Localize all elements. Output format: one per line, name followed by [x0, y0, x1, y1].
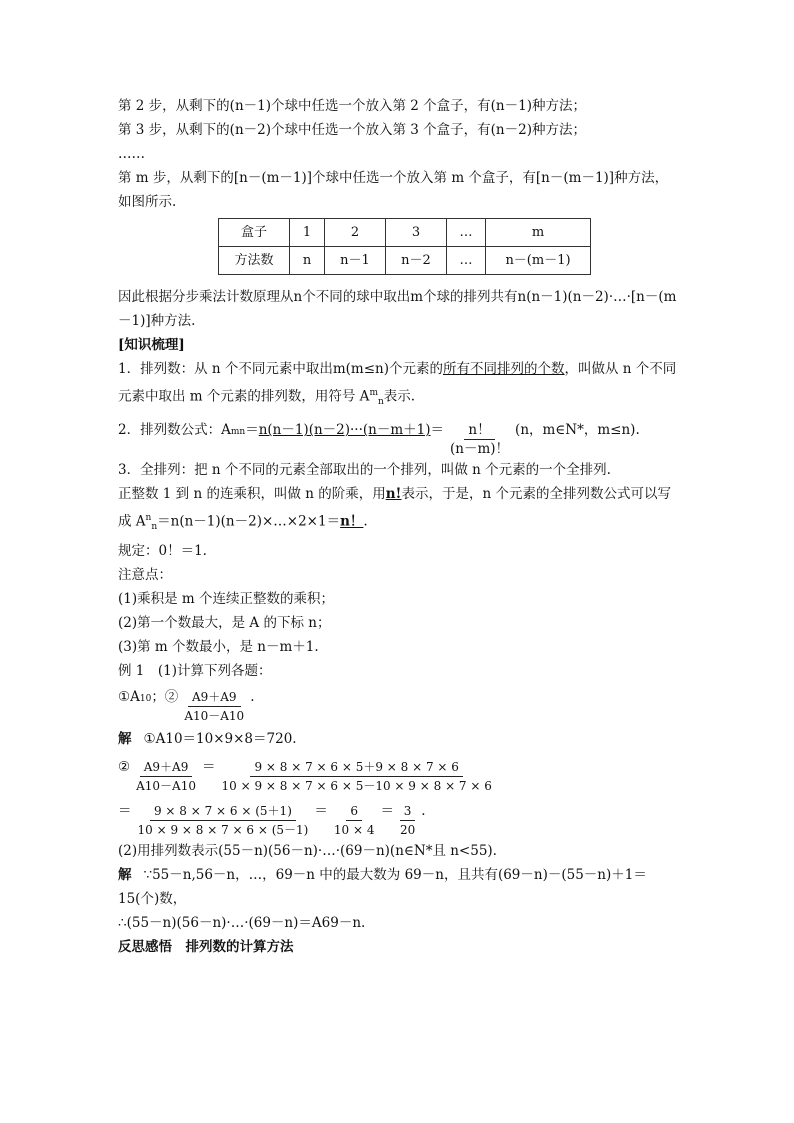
rule-text: 规定：0！＝1. — [118, 543, 207, 560]
table-cell: n－1 — [325, 247, 386, 275]
example-title: 例 1 (1)计算下列各题： — [118, 663, 272, 680]
text-span: ＝n(n－1)(n－2)×…×2×1＝ — [157, 513, 341, 530]
reflection-heading: 反思感悟 排列数的计算方法 — [118, 939, 294, 956]
solution-fraction: $\frac{A9+A9}{A10-A10}$ — [136, 760, 196, 794]
note-title: 注意点： — [118, 567, 172, 584]
text-span: 正整数 1 到 n 的连乘积，叫做 n 的阶乘，用 — [118, 486, 386, 503]
solution-fraction: $\frac{6}{10 \times 4}$ — [333, 804, 375, 838]
table-cell: m — [486, 219, 591, 247]
knowledge-heading: [知识梳理] — [118, 337, 185, 353]
text-span: ＝ — [314, 803, 328, 820]
text-span: ；② — [151, 689, 179, 706]
text-span: ＝ — [430, 422, 445, 439]
table-cell: 盒子 — [219, 219, 290, 247]
text-span: ＝ — [380, 803, 394, 820]
table-cell: … — [447, 247, 486, 275]
table-cell: n — [290, 247, 325, 275]
table-cell: 2 — [325, 219, 386, 247]
text-span: . — [421, 803, 426, 820]
note-2: (2)第一个数最大，是 A 的下标 n； — [118, 615, 331, 632]
table-row — [219, 247, 591, 275]
text-span: ＝ — [245, 422, 259, 439]
step-m-text: 第 m 步，从剩下的[n－(m－1)]个球中任选一个放入第 m 个盒子，有[n－(m－1)]种方法，如图所示. — [118, 170, 669, 210]
text-span: ，叫做从 n 个不同元素中取出 m 个元素的排列数，用符号 A — [118, 361, 677, 405]
solution-label: 解 — [118, 731, 132, 748]
step-2-text: 第 2 步，从剩下的(n－1)个球中任选一个放入第 2 个盒子，有(n－1)种方法； — [118, 98, 586, 114]
text-span: ② — [118, 759, 131, 776]
table-cell: n－2 — [386, 247, 447, 275]
note-3: (3)第 m 个数最小，是 n－m＋1. — [118, 639, 319, 656]
solution-fraction: $\frac{9 \times 8 \times 7 \times 6 \times (5+1)}{10 \times 9 \times 8 \times 7 \times 6 \times (5-1)}$ — [137, 804, 309, 838]
solution-3 — [118, 799, 678, 839]
solution-4 — [118, 863, 678, 911]
underlined-answer: 所有不同排列的个数 — [443, 361, 565, 377]
definition-4: 正整数 1 到 n 的连乘积，叫做 n 的阶乘，用n!表示，于是，n 个元素的全排列数公式可以写成 $A^n_n=n(n-1)(n-2)\times\dots\times 2\times 1=n$！. — [118, 486, 671, 533]
text-span: 2．排列数公式：A — [118, 422, 231, 439]
definition-1: 1．排列数：从 n 个不同元素中取出m(m≤n)个元素的所有不同排列的个数，叫做从 n 个不同元素中取出 m 个元素的排列数，用符号 $A^m_n$表示. — [118, 361, 677, 408]
conclusion-text: 因此根据分步乘法计数原理从n个不同的球中取出m个球的排列共有n(n－1)(n－2)·…·[n－(m－1)]种方法. — [118, 289, 677, 329]
table-cell: 方法数 — [219, 247, 290, 275]
solution-label: 解 — [118, 867, 132, 884]
table-cell: n－(m－1) — [486, 247, 591, 275]
methods-table — [218, 218, 591, 275]
text-span: 表示，于是，n 个元素的全排列数公式可以写成 A — [118, 486, 671, 530]
text-span: ＝ — [201, 759, 216, 776]
table-cell: … — [447, 219, 486, 247]
document-page — [118, 94, 678, 959]
text-span: ①A — [118, 689, 140, 706]
underlined-answer: n(n－1)(n－2)···(n－m＋1) — [258, 422, 431, 439]
solution-1 — [118, 727, 678, 751]
text-span: ∵55－n,56－n，…，69－n 中的最大数为 69－n，且共有(69－n)－(55－n)＋1＝15(个)数， — [118, 867, 647, 908]
text-span: . — [250, 689, 255, 706]
definition-3: 3．全排列：把 n 个不同的元素全部取出的一个排列，叫做 n 个元素的一个全排列. — [118, 462, 611, 479]
solution-5: ∴(55－n)(56－n)·…·(69－n)＝A69－n. — [118, 915, 366, 932]
question-fraction: $\frac{A9+A9}{A10-A10}$ — [184, 690, 245, 724]
step-3-text: 第 3 步，从剩下的(n－2)个球中任选一个放入第 3 个盒子，有(n－2)种方法； — [118, 122, 586, 138]
example-question: ①A 10 ；② $\frac{A9+A9}{A10-A10}$ . — [118, 685, 678, 725]
table-row — [219, 219, 591, 247]
ellipsis-text: …… — [118, 146, 145, 162]
underlined-answer: n！ — [340, 513, 364, 530]
solution-fraction: $\frac{9 \times 8 \times 7 \times 6 \times 5+9 \times 8 \times 7 \times 6}{10 \times 9 \times 8 \times 7 \times 6 \times 5-10 \times 9 \times 8 \times 7 \times 6}$ — [221, 760, 492, 794]
text-span: ＝ — [118, 803, 132, 820]
solution-fraction: $\frac{3}{20}$ — [399, 804, 416, 838]
underlined-answer: n! — [385, 486, 402, 503]
question-2: (2)用排列数表示(55－n)(56－n)·…·(69－n)(n∈N*且 n<55). — [118, 843, 497, 860]
factorial-fraction: $\frac{n!}{(n-m)!}$ — [450, 422, 510, 458]
text-span: ①A10＝10×9×8＝720. — [143, 731, 297, 748]
text-span: (n，m∈N*，m≤n). — [515, 422, 640, 439]
text-span: 表示. — [383, 388, 416, 405]
solution-2 — [118, 755, 678, 795]
table-cell: 3 — [386, 219, 447, 247]
note-1: (1)乘积是 m 个连续正整数的乘积； — [118, 591, 335, 608]
table-cell: 1 — [290, 219, 325, 247]
definition-2: 2．排列数公式：A m n ＝ n(n－1)(n－2)···(n－m＋1) ＝ $\frac{n!}{(n-m)!}$ (n，m∈N*，m≤n). — [118, 418, 678, 458]
text-span: 1．排列数：从 n 个不同元素中取出m(m≤n)个元素的 — [118, 361, 444, 377]
text-span: . — [363, 513, 368, 530]
